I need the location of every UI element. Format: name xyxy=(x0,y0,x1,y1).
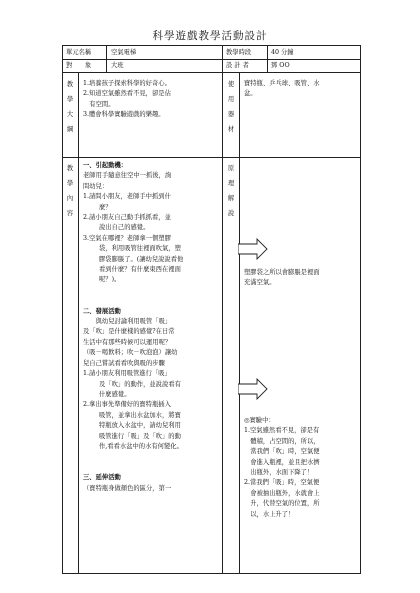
text-line: 盆。 xyxy=(244,90,257,98)
content-line: 及「吹」是什麼樣的感覺?在日常 xyxy=(83,328,175,336)
content-line: 兒自己嘗試看看吹與吸的步驟 xyxy=(83,359,165,367)
spacer xyxy=(83,286,219,296)
row-divider-2 xyxy=(62,72,361,73)
text-line: 3.體會科學實驗遊戲的樂趣。 xyxy=(83,111,165,119)
principle-explanation-1 xyxy=(244,268,358,289)
col-divider-header-a xyxy=(106,45,107,72)
text-line: 有空間。 xyxy=(83,100,115,108)
target-value: 大班 xyxy=(111,62,124,69)
content-line: 說出自己的感覺。 xyxy=(99,224,150,232)
text-line: 1.培養孩子探索科學的好奇心。 xyxy=(83,80,171,87)
right-arrow-icon xyxy=(238,238,268,260)
content-line: 2.請小朋友自己動手抓抓看，並 xyxy=(83,214,171,222)
content-line: 與幼兒討論利用吸管「吸」 xyxy=(83,318,172,326)
content-line: 3.空氣在哪裡？老師拿一個塑膠 xyxy=(83,234,171,242)
text-line: 升，代替空氣的位置，所 xyxy=(244,500,320,508)
text-line: 出瓶外，水面下降了！ xyxy=(244,469,314,477)
text-line: 當我們「吹」時，空氣便 xyxy=(244,448,320,456)
teaching-time-value: 40 分鐘 xyxy=(271,49,294,56)
content-line: 1.請小朋友利用吸管進行「吸」 xyxy=(83,370,171,378)
unit-name-label: 單元名稱 xyxy=(66,49,92,56)
content-line: 特瓶放入水盆中，請幼兒利用 xyxy=(99,422,181,430)
text-line: 塑膠袋之所以會膨脹是裡面 xyxy=(244,269,320,276)
teaching-time-label: 教學時段 xyxy=(226,49,252,56)
content-line: 作,看看水盆中的水有何變化。 xyxy=(99,442,183,450)
unit-name-value: 空氣電梯 xyxy=(111,49,137,56)
content-line: 及「吹」的動作，並說說看有 xyxy=(99,380,181,388)
content-line: 吸管進行「吸」及「吹」的動 xyxy=(99,432,181,440)
content-line: 生活中有那些時候可以運用呢？ xyxy=(83,338,172,346)
content-line: （吸－喝飲料；吹－吹泡泡）讓幼 xyxy=(83,349,178,357)
text-line: 1.空氣雖然看不見，卻是有 xyxy=(244,427,320,435)
designer-value: 鄧 OO xyxy=(271,62,290,69)
spacer xyxy=(83,296,219,306)
text-line: 體積，占空間的，所以， xyxy=(244,437,320,445)
text-line: 以，水上升了！ xyxy=(244,510,295,518)
col-divider-right xyxy=(239,72,240,574)
text-line: 2.知道空氣雖然看不見，卻是佔 xyxy=(83,90,171,98)
right-arrow-icon xyxy=(238,378,268,400)
section-heading: 三、延伸活動 xyxy=(83,474,121,482)
text-line: 會被抽出瓶外，水就會上 xyxy=(244,489,320,497)
content-line: 看到什麼？有什麼東西在裡面 xyxy=(99,266,181,274)
content-line: 麼？ xyxy=(99,203,112,211)
text-line: 寶特瓶、乒乓球、吸管、水 xyxy=(244,80,320,87)
teaching-content xyxy=(83,161,219,494)
content-line: 膠袋膨脹了。(讓幼兒說說看他 xyxy=(99,255,184,263)
target-label: 對 象 xyxy=(66,62,92,69)
content-label: 教學內容 xyxy=(66,165,74,217)
col-divider-header-b xyxy=(267,45,268,72)
text-line: ◎實驗中： xyxy=(244,417,275,424)
principle-label: 原理解說 xyxy=(227,165,235,217)
text-line: 2.當我們「吸」時，空氣便 xyxy=(244,479,320,487)
content-line: 老師用手隨意往空中一抓後，詢 xyxy=(83,172,172,180)
col-divider-left xyxy=(78,72,79,574)
content-line: 1.請問小朋友，老師手中抓到什 xyxy=(83,193,171,201)
content-line: 呢？)。 xyxy=(99,276,121,284)
designer-label: 設 計 者 xyxy=(226,62,249,69)
content-line: （寶特瓶身做顏色的區分，第一 xyxy=(83,484,172,492)
section-heading: 二、發展活動 xyxy=(83,307,121,315)
content-line: 2.拿出事先準備好的寶特瓶插入 xyxy=(83,401,171,409)
page-title: 科學遊戲教學活動設計 xyxy=(152,30,268,42)
spacer xyxy=(83,463,219,473)
objectives-list xyxy=(83,79,219,121)
col-divider-middle xyxy=(222,45,223,574)
content-line: 吸管，並拿出水盆加水，將寶 xyxy=(99,411,181,419)
text-line: 充滿空氣。 xyxy=(244,279,276,287)
content-line: 什麼感覺。 xyxy=(99,390,131,398)
content-line: 問幼兒： xyxy=(83,182,109,190)
materials-text xyxy=(244,79,358,100)
materials-label: 使用器材 xyxy=(227,81,235,133)
row-divider-3 xyxy=(62,157,361,158)
principle-explanation-2 xyxy=(244,416,358,520)
objectives-label: 教學大綱 xyxy=(66,81,74,133)
content-line: 袋，利用吸管往裡面吹氣，塑 xyxy=(99,245,181,253)
text-line: 會進入瓶裡，並且把水擠 xyxy=(244,458,320,466)
spacer xyxy=(83,452,219,462)
section-heading: 一、引起動機： xyxy=(83,162,128,169)
